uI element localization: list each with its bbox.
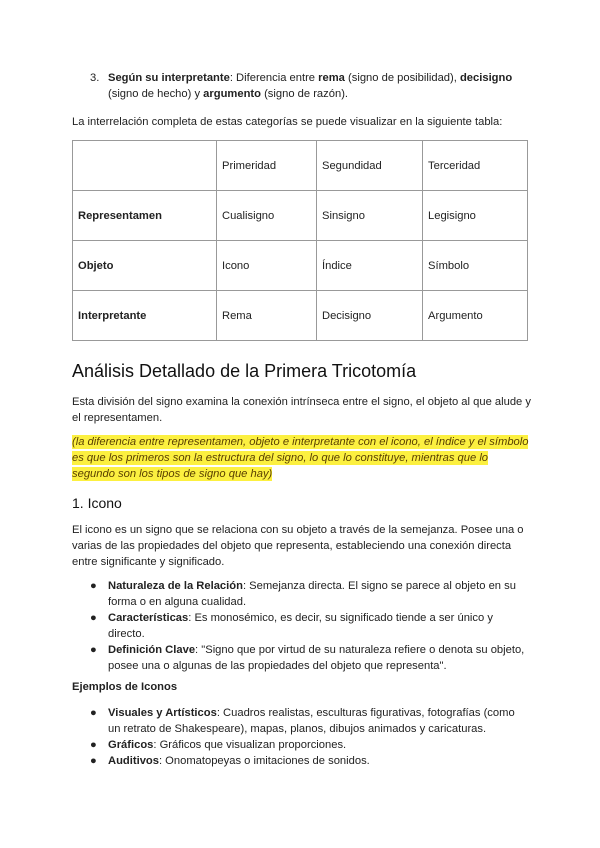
table-header-cell: Segundidad <box>317 141 423 191</box>
table-cell: Argumento <box>423 291 528 341</box>
item-bold-rema: rema <box>318 72 345 84</box>
bullet-icon: ● <box>90 707 97 719</box>
table-header-row <box>73 141 528 191</box>
list-item <box>90 642 530 674</box>
section-intro: Esta división del signo examina la conexión intrínseca entre el signo, el objeto al que alude y el representamen. <box>72 396 531 424</box>
table-row <box>73 241 528 291</box>
bullet-icon: ● <box>90 580 97 592</box>
list-item-term: Visuales y Artísticos <box>108 707 217 719</box>
list-item-term: Gráficos <box>108 739 154 751</box>
table-cell: Decisigno <box>317 291 423 341</box>
highlighted-text: (la diferencia entre representamen, objeto e interpretante con el icono, el índice y el símbolo es que los primeros son la estructura del signo, lo que lo constituye, mientras que lo segundo son los tipos de signo que hay) <box>72 436 529 480</box>
item-text-d: (signo de razón). <box>260 88 349 100</box>
table-cell: Cualisigno <box>217 191 317 241</box>
table-header-cell: Terceridad <box>423 141 528 191</box>
categories-table <box>72 140 528 341</box>
item-text-a: : Diferencia entre <box>229 72 319 84</box>
item-text-b: (signo de posibilidad), <box>344 72 460 84</box>
list-item-text: : Cuadros realistas, esculturas figurativas, fotografías (como un retrato de Shakespeare), mapas, planos, dibujos animados y caricaturas. <box>108 707 515 735</box>
subsection-title: 1. Icono <box>72 495 122 511</box>
table-header-cell: Primeridad <box>217 141 317 191</box>
table-cell: Símbolo <box>423 241 528 291</box>
list-item <box>90 753 530 769</box>
table-cell: Legisigno <box>423 191 528 241</box>
table-cell: Sinsigno <box>317 191 423 241</box>
list-item-text: : "Signo que por virtud de su naturaleza refiere o denota su objeto, posee una o algunas de las propiedades del objeto que representa". <box>108 644 525 672</box>
table-cell: Icono <box>217 241 317 291</box>
item-number: 3. <box>90 72 100 84</box>
icono-intro: El icono es un signo que se relaciona con su objeto a través de la semejanza. Posee una o varias de las propiedades del objeto que representa, estableciendo una conexión directa entre significante y significado. <box>72 524 524 568</box>
bullet-icon: ● <box>90 755 97 767</box>
table-intro-text: La interrelación completa de estas categorías se puede visualizar en la siguiente tabla: <box>72 116 503 128</box>
bullet-icon: ● <box>90 739 97 751</box>
item-bold-argumento: argumento <box>203 88 261 100</box>
examples-bullet-list <box>90 705 530 769</box>
highlight-note <box>72 434 532 482</box>
examples-title: Ejemplos de Iconos <box>72 681 178 693</box>
icono-bullet-list <box>90 578 530 674</box>
list-item-text: : Onomatopeyas o imitaciones de sonidos. <box>158 755 370 767</box>
list-item-text: : Es monosémico, es decir, su significado tiende a ser único y directo. <box>108 612 493 640</box>
list-item <box>90 610 530 642</box>
table-row-header: Representamen <box>73 191 217 241</box>
bullet-icon: ● <box>90 612 97 624</box>
table-header-cell <box>73 141 217 191</box>
bullet-icon: ● <box>90 644 97 656</box>
item-bold-decisigno: decisigno <box>459 72 513 84</box>
item-text <box>108 70 538 102</box>
table-cell: Índice <box>317 241 423 291</box>
section-title: Análisis Detallado de la Primera Tricotomía <box>72 361 417 381</box>
list-item-term: Naturaleza de la Relación <box>108 580 243 592</box>
list-item-term: Definición Clave <box>108 644 196 656</box>
list-item-text: : Gráficos que visualizan proporciones. <box>153 739 347 751</box>
table-row <box>73 191 528 241</box>
list-item-text: : Semejanza directa. El signo se parece al objeto en su forma o en alguna cualidad. <box>108 580 516 608</box>
item-term: Según su interpretante <box>108 72 230 84</box>
list-item-term: Características <box>108 612 189 624</box>
list-item <box>90 578 530 610</box>
table-row <box>73 291 528 341</box>
list-item <box>90 737 530 753</box>
list-item-term: Auditivos <box>108 755 159 767</box>
table-row-header: Interpretante <box>73 291 217 341</box>
item-text-c: (signo de hecho) y <box>108 88 204 100</box>
table-row-header: Objeto <box>73 241 217 291</box>
list-item <box>90 705 530 737</box>
table-cell: Rema <box>217 291 317 341</box>
